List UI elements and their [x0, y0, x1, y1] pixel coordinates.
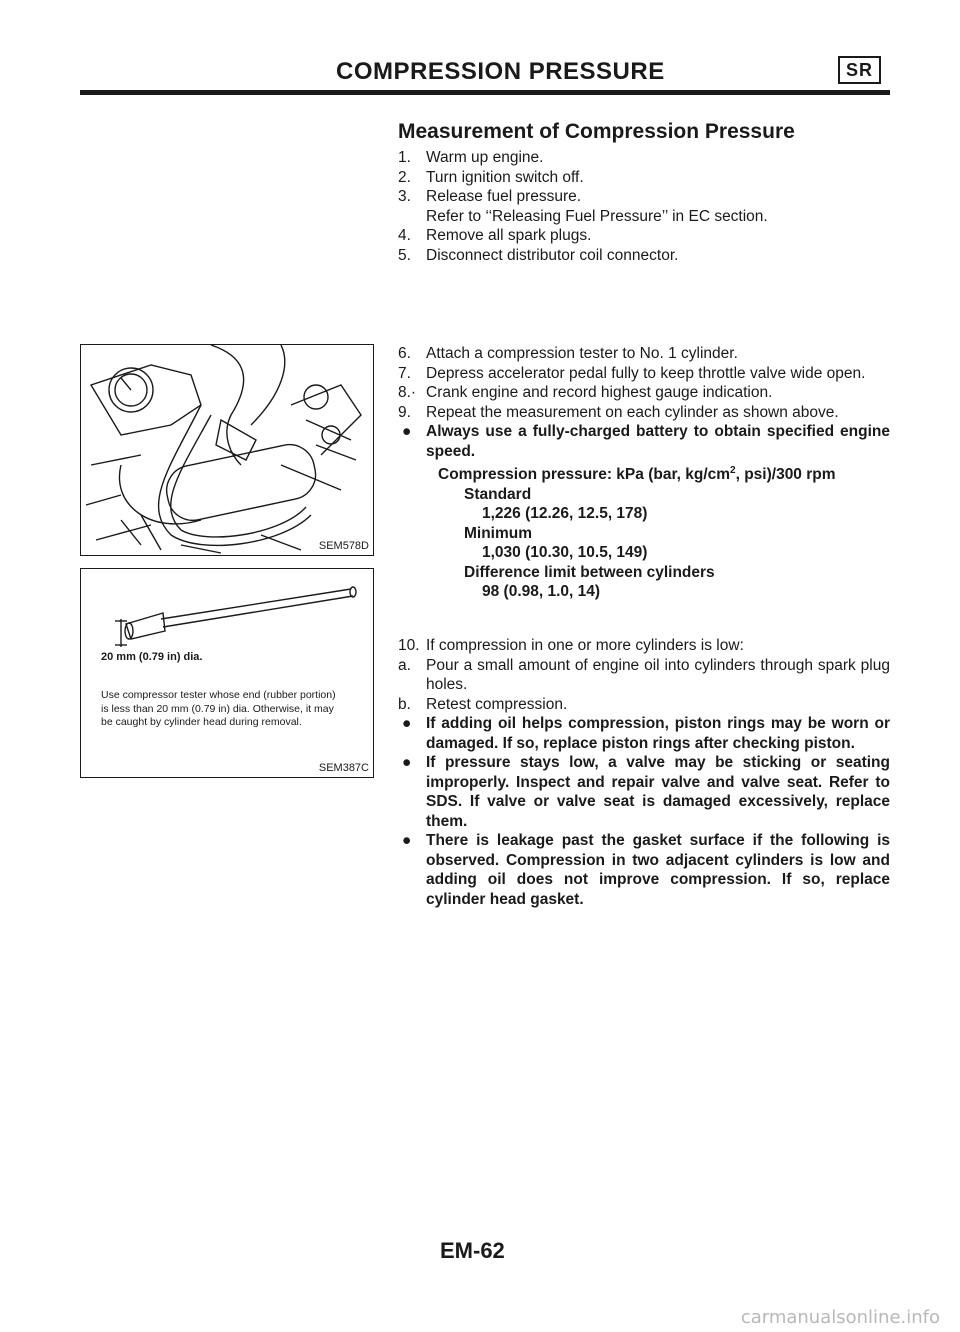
figure-caption: Use compressor tester whose end (rubber portion) is less than 20 mm (0.79 in) dia. Otherwise, it may be caught by cylinder head during removal.: [101, 689, 336, 728]
spec-standard-label: Standard: [464, 485, 532, 503]
spec-difference-label: Difference limit between cylinders: [464, 563, 715, 581]
bullet-item: ● There is leakage past the gasket surface if the following is observed. Compression in two adjacent cylinders is low and adding oil does not improve compression. If so, replace cylinder head gasket.: [402, 832, 890, 908]
steps-group-a: [398, 148, 890, 265]
step-item: 8.· Crank engine and record highest gauge indication.: [398, 384, 773, 401]
spec-standard-value: 1,226 (12.26, 12.5, 178): [482, 505, 648, 523]
page-title: COMPRESSION PRESSURE: [336, 58, 665, 85]
step-item: 3. Release fuel pressure.: [398, 188, 582, 205]
header-rule: [80, 90, 890, 95]
step-item: 7. Depress accelerator pedal fully to keep throttle valve wide open.: [398, 364, 866, 382]
section-heading: Measurement of Compression Pressure: [398, 120, 795, 143]
step-item: 5. Disconnect distributor coil connector.: [398, 246, 679, 264]
figure-tester-tip: [80, 568, 374, 778]
tester-hose-illustration: [81, 569, 373, 649]
figure-code: SEM387C: [318, 762, 369, 774]
steps-group-b: [398, 344, 890, 602]
figure-code: SEM578D: [318, 540, 369, 552]
spec-title: Compression pressure: kPa (bar, $kg/cm^2$, psi)/300 rpm: [438, 465, 836, 484]
spec-difference-value: 98 (0.98, 1.0, 14): [482, 583, 601, 601]
steps-group-c: [398, 636, 890, 909]
engine-illustration: [81, 345, 373, 555]
section-badge: SR: [838, 56, 881, 84]
step-item: 1. Warm up engine.: [398, 149, 544, 166]
figure-engine-tester: [80, 344, 374, 556]
bullet-battery: ● Always use a fully-charged battery to obtain specified engine speed.: [402, 423, 890, 460]
substep-item: b. Retest compression.: [398, 695, 568, 713]
spec-minimum-label: Minimum: [464, 524, 533, 542]
substep-item: a. Pour a small amount of engine oil into cylinders through spark plug holes.: [398, 656, 890, 693]
step-item: 6. Attach a compression tester to No. 1 cylinder.: [398, 345, 738, 362]
figure-dimension-label: 20 mm (0.79 in) dia.: [101, 651, 203, 663]
step-item: 9. Repeat the measurement on each cylinder as shown above.: [398, 403, 839, 421]
bullet-item: ● If pressure stays low, a valve may be sticking or seating improperly. Inspect and repair valve and valve seat. Refer to SDS. If valve or valve seat is damaged excessively, replace them.: [402, 754, 890, 830]
step-item: 4. Remove all spark plugs.: [398, 227, 592, 244]
step-item: 10. If compression in one or more cylinders is low:: [398, 637, 744, 654]
step-note: Refer to ‘‘Releasing Fuel Pressure’’ in EC section.: [426, 207, 768, 225]
step-item: 2. Turn ignition switch off.: [398, 168, 584, 186]
bullet-item: ● If adding oil helps compression, piston rings may be worn or damaged. If so, replace piston rings after checking piston.: [402, 715, 890, 752]
page-number: EM-62: [440, 1238, 505, 1263]
spec-minimum-value: 1,030 (10.30, 10.5, 149): [482, 544, 648, 562]
watermark: carmanualsonline.info: [740, 1307, 940, 1328]
